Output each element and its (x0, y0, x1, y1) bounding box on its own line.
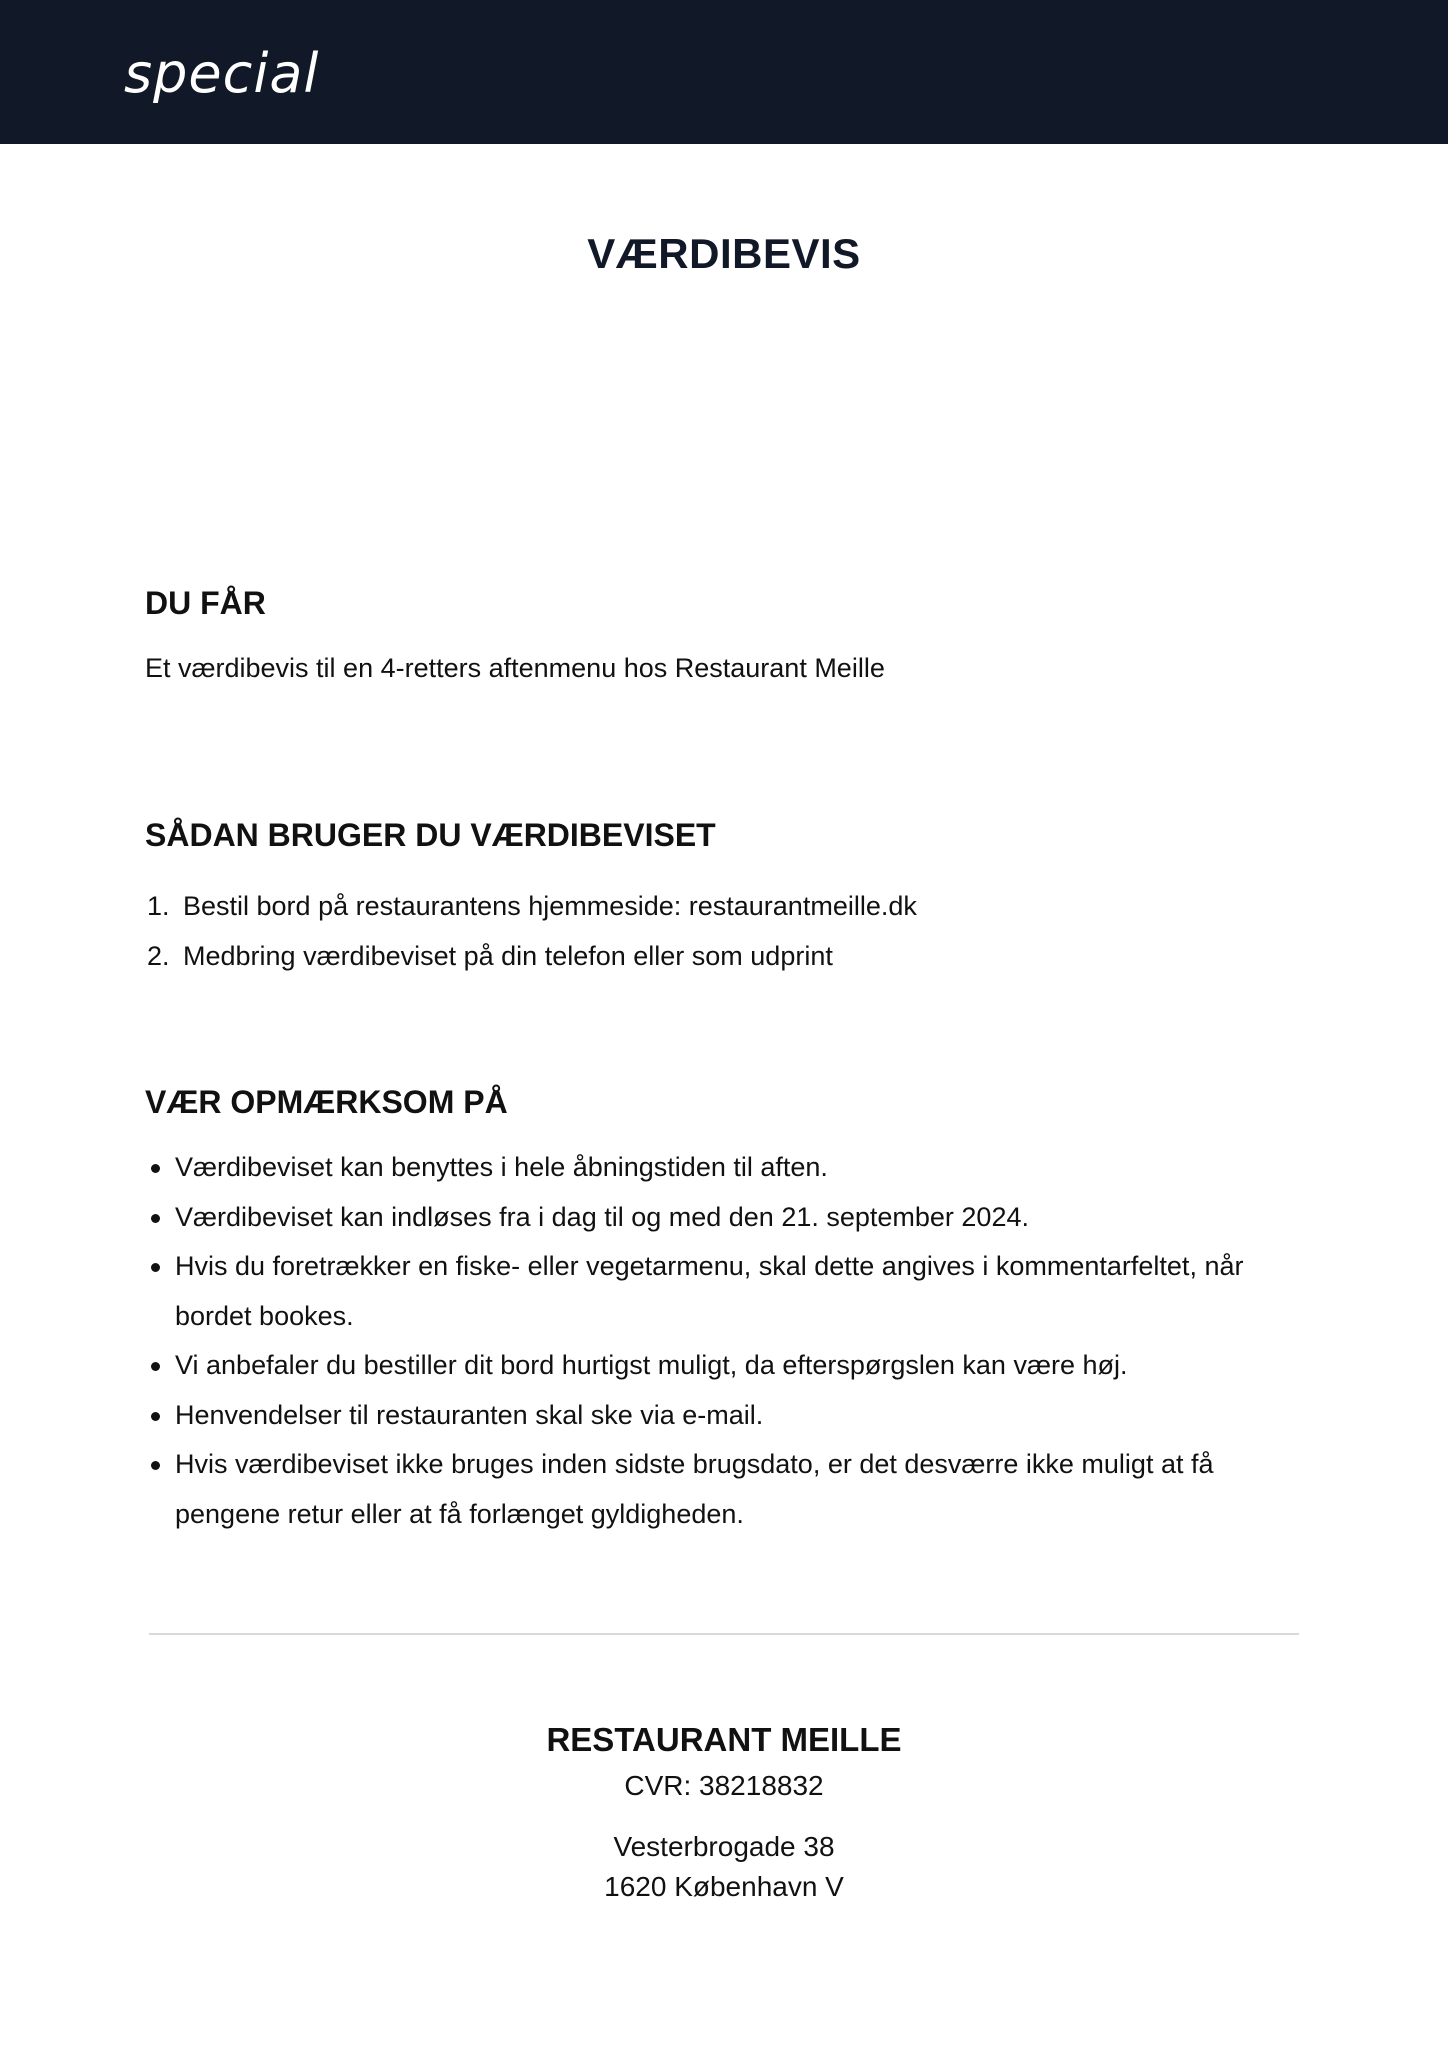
step-number: 1. (147, 891, 170, 921)
step-text: Bestil bord på restaurantens hjemmeside: restaurantmeille.dk (183, 891, 917, 921)
note-item (145, 1391, 1245, 1441)
note-text: Hvis værdibeviset ikke bruges inden sidste brugsdato, er det desværre ikke muligt at få pengene retur eller at få forlænget gyldigheden. (175, 1449, 1214, 1529)
note-item (145, 1242, 1245, 1341)
note-text: Værdibeviset kan benyttes i hele åbningstiden til aften. (175, 1152, 828, 1182)
usage-step (145, 882, 1245, 932)
bullet-icon (151, 1362, 160, 1371)
section-heading-usage: SÅDAN BRUGER DU VÆRDIBEVISET (145, 817, 716, 853)
restaurant-cvr: CVR: 38218832 (624, 1770, 824, 1801)
notes-list (145, 1143, 1245, 1539)
note-text: Vi anbefaler du bestiller dit bord hurtigst muligt, da efterspørgslen kan være høj. (175, 1350, 1128, 1380)
bullet-icon (151, 1164, 160, 1173)
restaurant-city: 1620 København V (604, 1871, 844, 1902)
bullet-icon (151, 1214, 160, 1223)
note-item (145, 1193, 1245, 1243)
usage-step (145, 932, 1245, 982)
bullet-icon (151, 1412, 160, 1421)
note-item (145, 1440, 1245, 1539)
step-text: Medbring værdibeviset på din telefon eller som udprint (183, 940, 833, 971)
usage-steps-list (145, 882, 1245, 981)
footer-divider (149, 1633, 1299, 1635)
step-number: 2. (147, 940, 170, 971)
section-heading-receive: DU FÅR (145, 585, 266, 621)
bullet-icon (151, 1461, 160, 1470)
note-item (145, 1341, 1245, 1391)
note-text: Hvis du foretrækker en fiske- eller vegetarmenu, skal dette angives i kommentarfeltet, når bordet bookes. (175, 1251, 1244, 1331)
section-heading-notes: VÆR OPMÆRKSOM PÅ (145, 1084, 508, 1120)
restaurant-name: RESTAURANT MEILLE (546, 1721, 902, 1758)
note-text: Henvendelser til restauranten skal ske via e-mail. (175, 1399, 764, 1430)
brand-logo: special (124, 42, 320, 105)
bullet-icon (151, 1263, 160, 1272)
note-text: Værdibeviset kan indløses fra i dag til og med den 21. september 2024. (175, 1201, 1029, 1232)
note-item (145, 1143, 1245, 1193)
restaurant-street: Vesterbrogade 38 (613, 1831, 835, 1862)
document-title: VÆRDIBEVIS (587, 230, 861, 277)
receive-description: Et værdibevis til en 4-retters aftenmenu hos Restaurant Meille (145, 653, 885, 683)
header-bar (0, 0, 1448, 144)
